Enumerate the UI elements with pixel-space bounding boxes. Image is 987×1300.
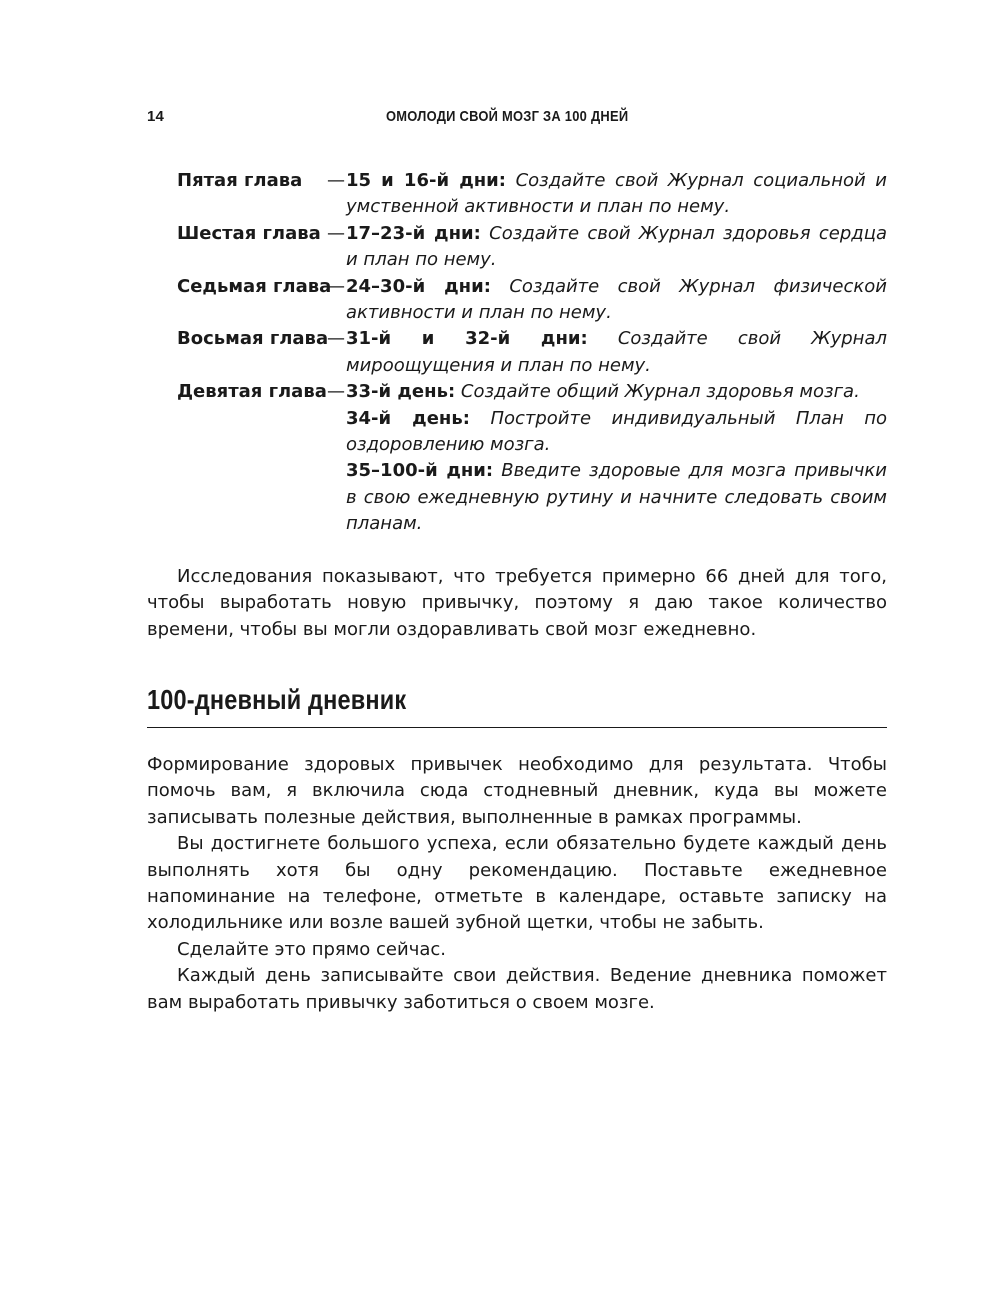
body-paragraph: Сделайте это прямо сейчас. [177,938,446,960]
schedule-entry [346,168,887,221]
entry-task: Постройте индивидуальный План по оздоровлению мозга. [346,407,887,456]
chapter-entries [346,379,887,537]
chapter-name: Седьмая глава [177,275,332,297]
chapter-entries [346,221,887,274]
research-block [147,564,887,643]
chapter-name: Шестая глава [177,222,321,244]
entry-days: 31-й и 32-й дни: [346,328,588,350]
schedule-entry [346,379,887,405]
chapter-schedule [177,168,887,538]
section-divider [147,727,887,728]
entry-days: 35–100-й дни: [346,460,494,482]
entry-task: Создайте свой Журнал физической активности и план по нему. [346,275,887,324]
chapter-dash: — [327,328,345,350]
body-paragraph: Вы достигнете большого успеха, если обязательно будете каждый день выполнять хотя бы одну рекомендацию. Поставьте ежедневное напоминание на телефоне, отметьте в календаре, оставьте записку на холодильнике или возле вашей зубной щетки, чтобы не забыть. [147,833,887,934]
schedule-entry [346,221,887,274]
entry-days: 15 и 16-й дни: [346,170,506,191]
chapter-dash: — [327,170,345,191]
chapter-row [177,168,887,221]
section-body [147,752,887,1016]
schedule-entry [346,274,887,327]
chapter-name: Восьмая глава [177,328,329,350]
chapter-dash: — [327,381,345,403]
entry-task: Создайте общий Журнал здоровья мозга. [460,381,860,403]
chapter-row [177,326,887,379]
schedule-entry [346,326,887,379]
entry-days: 17–23-й дни: [346,222,481,244]
chapter-name: Пятая глава [177,170,303,191]
research-paragraph: Исследования показывают, что требуется примерно 66 дней для того, чтобы выработать новую привычку, поэтому я даю такое количество времени, чтобы вы могли оздоравливать свой мозг ежедневно. [147,566,887,640]
entry-days: 33-й день: [346,381,456,403]
chapter-entries [346,168,887,221]
entry-task: Создайте свой Журнал мироощущения и план по нему. [346,328,887,376]
chapter-row [177,274,887,327]
entry-task: Введите здоровые для мозга привычки в свою ежедневную рутину и начните следовать своим планам. [346,460,887,535]
entry-task: Создайте свой Журнал социальной и умственной активности и план по нему. [346,170,887,218]
chapter-dash: — [327,275,345,297]
chapter-row [177,379,887,537]
page-number: 14 [147,108,165,125]
entry-days: 34-й день: [346,407,470,429]
chapter-dash: — [327,222,345,244]
schedule-entry [346,458,887,537]
section-title: 100-дневный дневник [147,684,407,715]
chapter-entries [346,274,887,327]
chapter-entries [346,326,887,379]
schedule-entry [346,406,887,459]
entry-task: Создайте свой Журнал здоровья сердца и план по нему. [346,222,887,271]
body-paragraph: Каждый день записывайте свои действия. Ведение дневника поможет вам выработать привычку заботиться о своем мозге. [147,965,887,1013]
chapter-row [177,221,887,274]
chapter-name: Девятая глава [177,381,327,403]
running-title: ОМОЛОДИ СВОЙ МОЗГ ЗА 100 ДНЕЙ [386,108,629,125]
entry-days: 24–30-й дни: [346,275,491,297]
body-paragraph: Формирование здоровых привычек необходимо для результата. Чтобы помочь вам, я включила сюда стодневный дневник, куда вы можете записывать полезные действия, выполненные в рамках программы. [147,754,887,828]
